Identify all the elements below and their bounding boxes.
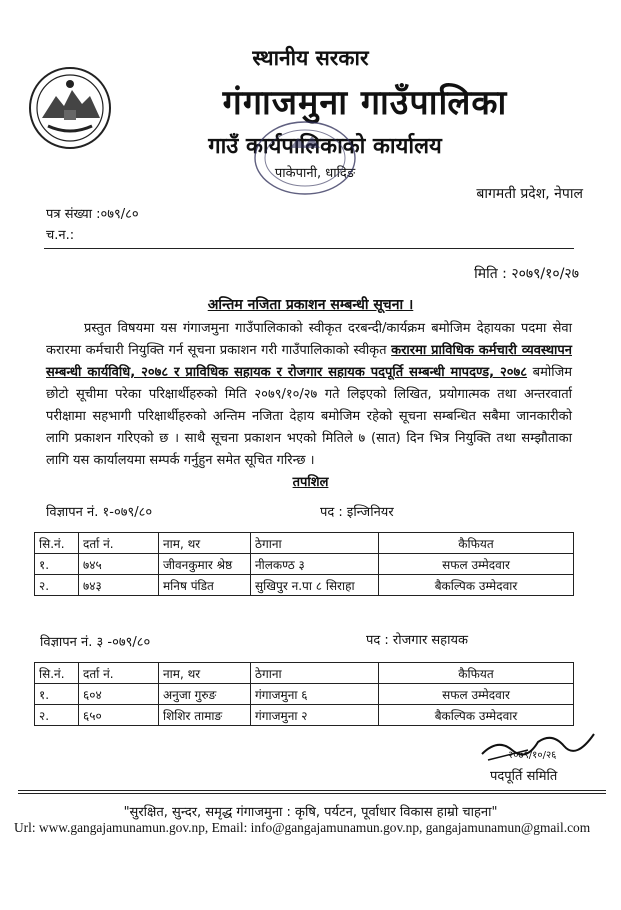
table-cell: ७४५ xyxy=(79,554,159,575)
column-header: कैफियत xyxy=(379,663,574,684)
dispatch-number: च.न.: xyxy=(46,228,75,243)
results-table-1 xyxy=(34,532,574,596)
header-local-government: स्थानीय सरकार xyxy=(252,46,369,70)
table-cell: बैकल्पिक उम्मेदवार xyxy=(379,705,574,726)
notice-date: मिति : २०७९/१०/२७ xyxy=(474,266,579,282)
government-emblem-icon xyxy=(28,66,112,150)
column-header: दर्ता नं. xyxy=(79,533,159,554)
table-header-row xyxy=(35,533,574,554)
footer-contact: Url: www.gangajamunamun.gov.np, Email: info@gangajamunamun.gov.np, gangajamunamun@gmail.com xyxy=(14,820,591,835)
table-cell: सफल उम्मेदवार xyxy=(379,554,574,575)
notice-title: अन्तिम नजिता प्रकाशन सम्बन्धी सूचना । xyxy=(207,297,414,313)
table-header-row xyxy=(35,663,574,684)
table-cell: जीवनकुमार श्रेष्ठ xyxy=(159,554,251,575)
footer-motto: "सुरक्षित, सुन्दर, समृद्ध गंगाजमुना : कृषि, पर्यटन, पूर्वाधार विकास हाम्रो चाहना" xyxy=(123,805,498,820)
table-cell: सफल उम्मेदवार xyxy=(379,684,574,705)
column-header: सि.नं. xyxy=(35,533,79,554)
table-cell: गंगाजमुना २ xyxy=(251,705,379,726)
header-location: पाकेपानी, धादिङ xyxy=(274,166,356,181)
column-header: कैफियत xyxy=(379,533,574,554)
table-cell: ६०४ xyxy=(79,684,159,705)
table-cell: ६५० xyxy=(79,705,159,726)
notice-text-part-2: बमोजिम छोटो सूचीमा परेका परिक्षार्थीहरुको मिति २०७९/१०/२७ गते लिइएको लिखित, प्रयोगात्मक तथा अन्तरवार्ता परीक्षामा सहभागी परिक्षार्थीहरुको अन्तिम नजिता देहाय बमोजिम रहेको सूचना सम्बन्धित सबैमा जानकारीको लागि प्रकाशन गरिएको छ । साथै सूचना प्रकाशन भएको मितिले ७ (सात) दिन भित्र नियुक्ति तथा सम्झौताका लागि यस कार्यालयमा सम्पर्क गर्नुहुन समेत सूचित गरिन्छ । xyxy=(46,365,572,468)
header-municipality-name: गंगाजमुना गाउँपालिका xyxy=(222,83,508,123)
table-row xyxy=(35,575,574,596)
table-row xyxy=(35,554,574,575)
province-name: बागमती प्रदेश, नेपाल xyxy=(476,186,583,202)
header-office-name: गाउँ कार्यपालिकाको कार्यालय xyxy=(208,134,442,159)
footer-divider xyxy=(18,790,606,791)
column-header: ठेगाना xyxy=(251,533,379,554)
column-header: ठेगाना xyxy=(251,663,379,684)
column-header: नाम, थर xyxy=(159,663,251,684)
recruitment-committee: पदपूर्ति समिति xyxy=(490,769,558,784)
post-employment-assistant: पद : रोजगार सहायक xyxy=(366,633,468,648)
notice-body xyxy=(46,318,572,472)
column-header: सि.नं. xyxy=(35,663,79,684)
table-cell: अनुजा गुरुङ xyxy=(159,684,251,705)
table-cell: नीलकण्ठ ३ xyxy=(251,554,379,575)
notice-text-part-1: प्रस्तुत विषयमा यस गंगाजमुना गाउँपालिकाको स्वीकृत दरबन्दी/कार्यक्रम बमोजिम देहायका पदमा सेवा करारमा कर्मचारी नियुक्ति गर्न सूचना प्रकाशन गरी गाउँपालिकाको स्वीकृत xyxy=(46,321,572,358)
table-cell: गंगाजमुना ६ xyxy=(251,684,379,705)
column-header: नाम, थर xyxy=(159,533,251,554)
table-cell: १. xyxy=(35,554,79,575)
results-table-2 xyxy=(34,662,574,726)
table-cell: बैकल्पिक उम्मेदवार xyxy=(379,575,574,596)
column-header: दर्ता नं. xyxy=(79,663,159,684)
details-heading: तपशिल xyxy=(292,475,329,490)
table-cell: ७४३ xyxy=(79,575,159,596)
post-engineer: पद : इन्जिनियर xyxy=(320,505,394,520)
reference-number: पत्र संख्या :०७९/८० xyxy=(46,207,139,222)
table-cell: मनिष पंडित xyxy=(159,575,251,596)
ad-number-1: विज्ञापन नं. १-०७९/८० xyxy=(46,505,153,520)
office-stamp-icon xyxy=(250,118,360,198)
notice-text-bold: करारमा प्राविधिक कर्मचारी व्यवस्थापन सम्बन्धी कार्यविधि, २०७८ र प्राविधिक सहायक र रोजगार सहायक पदपूर्ति सम्बन्धी मापदण्ड, २०७८ xyxy=(46,343,572,380)
table-row xyxy=(35,684,574,705)
signature-icon xyxy=(478,720,598,764)
header-divider xyxy=(44,248,574,249)
table-cell: शिशिर तामाङ xyxy=(159,705,251,726)
footer-divider xyxy=(18,793,606,794)
signature-date: २०७९/१०/२६ xyxy=(508,750,557,761)
table-cell: २. xyxy=(35,705,79,726)
ad-number-3: विज्ञापन नं. ३ -०७९/८० xyxy=(40,635,151,650)
table-cell: २. xyxy=(35,575,79,596)
table-cell: सुखिपुर न.पा ८ सिराहा xyxy=(251,575,379,596)
table-cell: १. xyxy=(35,684,79,705)
